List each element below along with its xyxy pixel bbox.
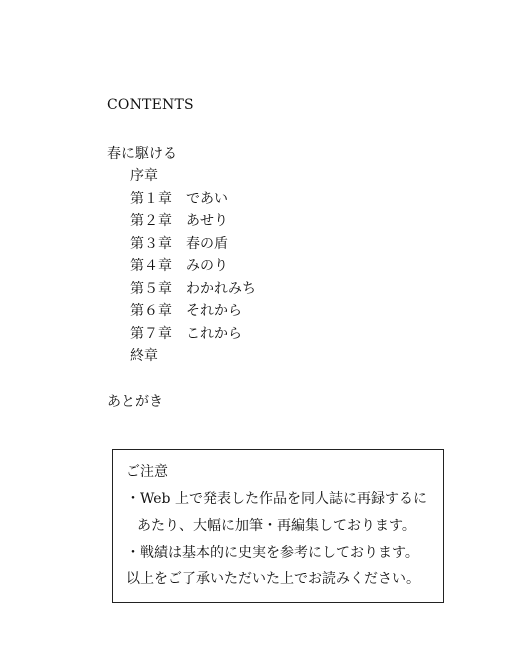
chapter-number: 序章 bbox=[130, 168, 158, 184]
chapter-title: 春の盾 bbox=[186, 235, 228, 252]
chapter-title: であい bbox=[186, 190, 228, 207]
chapter-item bbox=[130, 300, 256, 323]
chapter-title: これから bbox=[186, 325, 242, 342]
chapter-item bbox=[130, 345, 256, 368]
chapter-item bbox=[130, 165, 256, 188]
chapter-item bbox=[130, 210, 256, 233]
contents-heading: CONTENTS bbox=[107, 97, 194, 113]
notice-line: ・Web 上で発表した作品を同人誌に再録するに bbox=[126, 491, 427, 507]
chapter-number: 第７章 bbox=[130, 325, 172, 342]
chapter-title: わかれみち bbox=[186, 280, 256, 297]
chapter-item bbox=[130, 278, 256, 301]
afterword-entry: あとがき bbox=[107, 394, 163, 410]
chapter-number: 第１章 bbox=[130, 190, 172, 207]
chapter-number: 第４章 bbox=[130, 258, 172, 274]
notice-line: ・戦績は基本的に史実を参考にしております。 bbox=[126, 545, 419, 561]
notice-title: ご注意 bbox=[126, 464, 168, 480]
chapter-list bbox=[130, 165, 256, 368]
chapter-item bbox=[130, 323, 256, 346]
chapter-title: みのり bbox=[186, 258, 228, 274]
chapter-number: 第６章 bbox=[130, 303, 172, 319]
chapter-item bbox=[130, 233, 256, 256]
chapter-number: 第２章 bbox=[130, 213, 172, 229]
chapter-number: 第３章 bbox=[130, 235, 172, 252]
chapter-title: あせり bbox=[186, 213, 228, 229]
chapter-item bbox=[130, 188, 256, 211]
chapter-number: 終章 bbox=[130, 348, 158, 364]
notice-box bbox=[112, 449, 444, 603]
notice-line: 以上をご了承いただいた上でお読みください。 bbox=[126, 571, 420, 587]
chapter-number: 第５章 bbox=[130, 280, 172, 297]
chapter-item bbox=[130, 255, 256, 278]
notice-line: あたり、大幅に加筆・再編集しております。 bbox=[137, 518, 416, 534]
chapter-title: それから bbox=[186, 303, 242, 319]
part-title: 春に駆ける bbox=[107, 146, 177, 162]
